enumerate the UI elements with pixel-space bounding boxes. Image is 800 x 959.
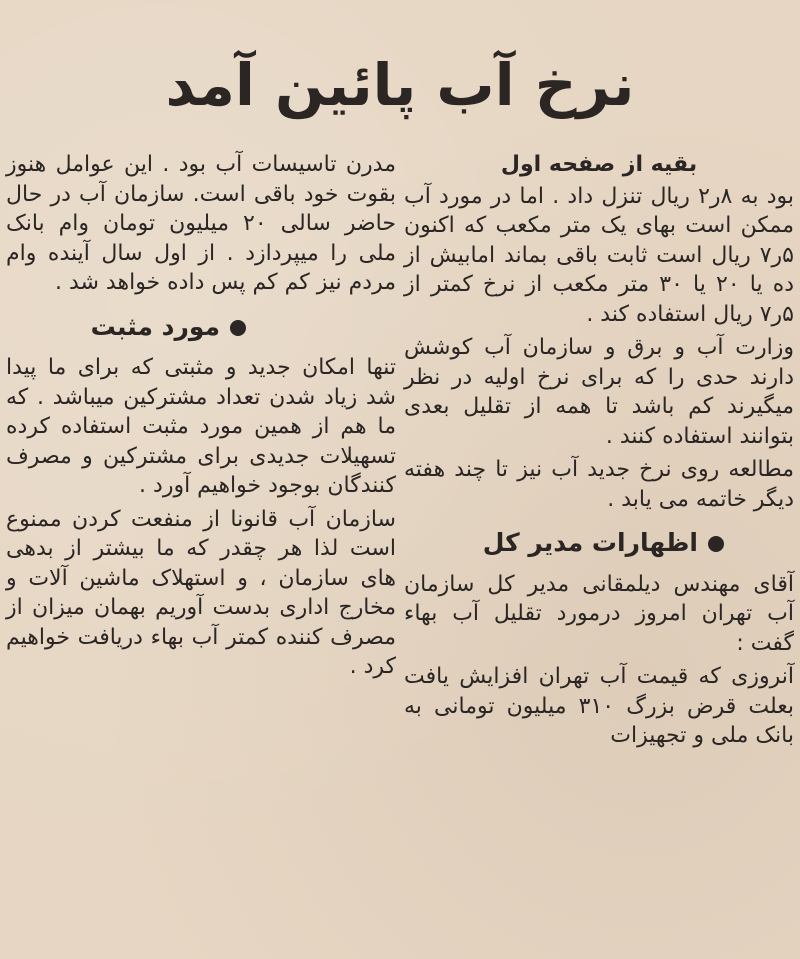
paragraph: مطالعه روی نرخ جدید آب نیز تا چند هفته دیگر خاتمه می یابد . [404, 457, 794, 512]
subhead-text: اظهارات مدیر کل [482, 528, 698, 557]
bullet-icon [230, 320, 246, 336]
paragraph: آقای مهندس دیلمقانی مدیر کل سازمان آب تهران امروز درمورد تقلیل آب بهاء گفت : [404, 571, 794, 656]
paragraph: بود به ۸ر۲ ریال تنزل داد . اما در مورد آب ممکن است بهای یک متر مکعب که اکنون ۵ر۷ ریال است ثابت باقی بماند امابیش از ده یا ۲۰ یا ۳۰ متر مکعب از نرخ کمتر از ۵ر۷ ریال استفاده کند . [404, 183, 795, 327]
paragraph: مدرن تاسیسات آب بود . این عوامل هنوز بقوت خود باقی است. سازمان آب در حال حاضر سالی ۲۰ میلیون تومان وام بانک ملی را میپردازد . از اول سال آینده وام مردم نیز کم کم پس داده خواهد شد . [6, 152, 396, 295]
subhead-director-statement [404, 528, 794, 558]
left-column [6, 150, 396, 686]
headline: نرخ آب پائین آمد [165, 51, 635, 119]
right-column [404, 150, 794, 755]
bullet-icon [708, 536, 724, 552]
subhead-positive-point [6, 312, 396, 342]
subhead-text: مورد مثبت [90, 311, 220, 341]
continued-note: بقیه از صفحه اول [500, 152, 698, 177]
paragraph: وزارت آب و برق و سازمان آب کوشش دارند حدی را که برای نرخ اولیه در نظر میگیرند کم باشد تا همه از تقلیل بعدی بتوانند استفاده کنند . [404, 335, 794, 449]
paragraph: تنها امکان جدید و مثبتی که برای ما پیدا شد زیاد شدن تعداد مشترکین میباشد . که ما هم از همین مورد مثبت استفاده کرده تسهیلات جدیدی برای مشترکین و مصرف کنندگان بوجود خواهیم آورد . [6, 355, 396, 498]
paragraph: آنروزی که قیمت آب تهران افزایش یافت بعلت قرض بزرگ ۳۱۰ میلیون تومانی به بانک ملی و تجهیزات [404, 664, 794, 748]
paragraph: سازمان آب قانونا از منفعت کردن ممنوع است لذا هر چقدر که ما بیشتر از بدهی های سازمان ، و استهلاک ماشین آلات و مخارج اداری بدست آوریم بهمان میزان از مصرف کننده کمتر آب بهاء دریافت خواهیم کرد . [6, 506, 396, 679]
